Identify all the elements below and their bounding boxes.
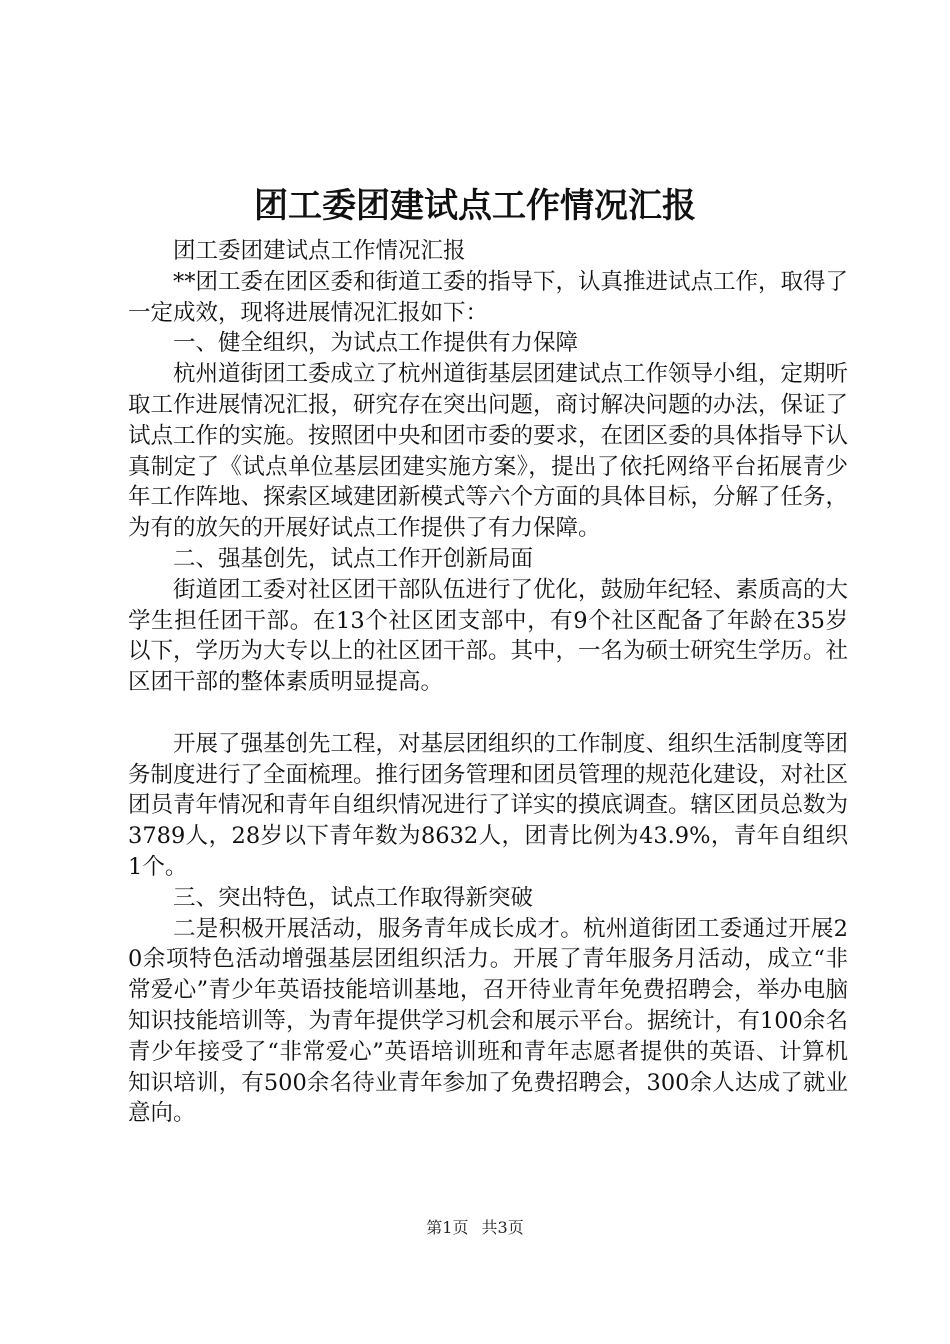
body-paragraph-organization: 杭州道街团工委成立了杭州道街基层团建试点工作领导小组，定期听取工作进展情况汇报，研究存在突出问题，商讨解决问题的办法，保证了试点工作的实施。按照团中央和团市委的要求，在团区委的具体指导下认真制定了《试点单位基层团建实施方案》，提出了依托网络平台拓展青少年工作阵地、探索区域建团新模式等六个方面的具体目标，分解了任务，为有的放矢的开展好试点工作提供了有力保障。	[128, 361, 849, 542]
body-paragraph-intro: **团工委在团区委和街道工委的指导下，认真推进试点工作，取得了一定成效，现将进展情况汇报如下：	[128, 268, 849, 326]
body-paragraph-project: 开展了强基创先工程，对基层团组织的工作制度、组织生活制度等团务制度进行了全面梳理。推行团务管理和团员管理的规范化建设，对社区团员青年情况和青年自组织情况进行了详实的摸底调查。辖区团员总数为3789人，28岁以下青年数为8632人，团青比例为43.9%，青年自组织1个。	[128, 730, 849, 880]
section-heading-2: 二、强基创先，试点工作开创新局面	[173, 545, 534, 572]
page-total: 共3页	[481, 1218, 524, 1237]
document-title: 团工委团建试点工作情况汇报	[254, 186, 696, 226]
page-footer	[0, 1218, 950, 1238]
section-heading-3: 三、突出特色，试点工作取得新突破	[173, 884, 534, 911]
body-paragraph-heading: 团工委团建试点工作情况汇报	[173, 238, 466, 264]
body-paragraph-activities: 二是积极开展活动，服务青年成长成才。杭州道街团工委通过开展20余项特色活动增强基层团组织活力。开展了青年服务月活动，成立“非常爱心”青少年英语技能培训基地，召开待业青年免费招聘会，举办电脑知识技能培训等，为青年提供学习机会和展示平台。据统计，有100余名青少年接受了“非常爱心”英语培训班和青年志愿者提供的英语、计算机知识培训，有500余名待业青年参加了免费招聘会，300余人达成了就业意向。	[128, 915, 848, 1127]
document-body	[128, 236, 848, 1129]
paragraph-spacer	[128, 698, 848, 729]
section-heading-1: 一、健全组织，为试点工作提供有力保障	[173, 330, 579, 357]
body-paragraph-cadres: 街道团工委对社区团干部队伍进行了优化，鼓励年纪轻、素质高的大学生担任团干部。在13个社区团支部中，有9个社区配备了年龄在35岁以下，学历为大专以上的社区团干部。其中，一名为硕士研究生学历。社区团干部的整体素质明显提高。	[128, 576, 849, 696]
page-number: 第1页	[426, 1218, 469, 1237]
